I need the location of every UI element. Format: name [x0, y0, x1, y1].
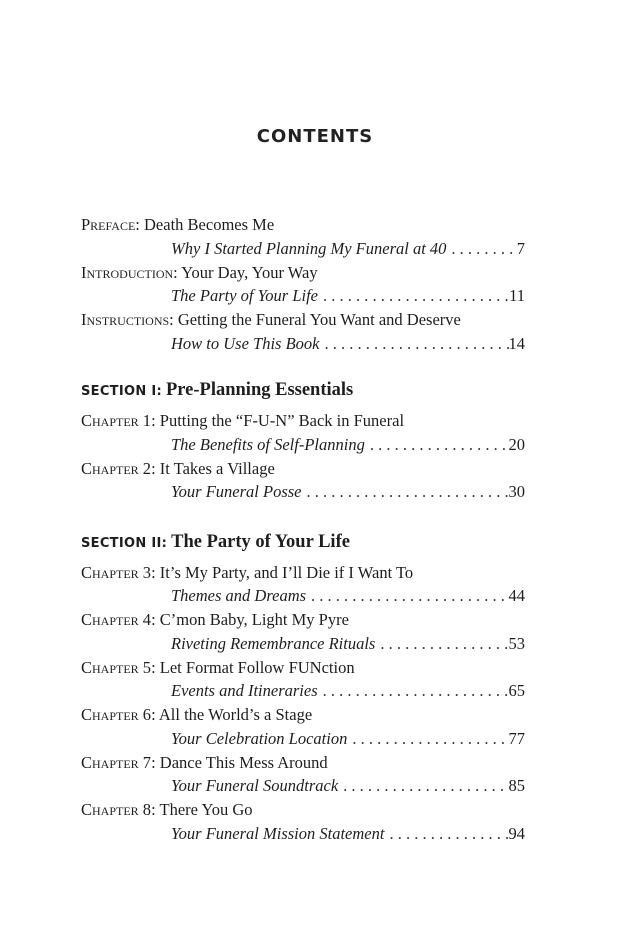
toc-entry-chapter: Chapter 5: Let Format Follow FUNction Events and Itineraries . . . 65 — [81, 656, 525, 703]
section-label: SECTION I: — [81, 384, 162, 399]
toc-entry-chapter: Chapter 2: It Takes a Village Your Funeral Posse . . . 30 — [81, 457, 525, 504]
entry-title: Your Day, Your Way — [181, 262, 318, 282]
entry-title: C’mon Baby, Light My Pyre — [159, 610, 349, 629]
dot-leader — [347, 727, 508, 751]
toc-entry-chapter: Chapter 8: There You Go Your Funeral Mission Statement . . . 94 — [81, 798, 525, 845]
toc-entry-chapter: Chapter 7: Dance This Mess Around Your Funeral Soundtrack . . . 85 — [81, 751, 525, 798]
dot-leader — [384, 822, 508, 846]
entry-title: Death Becomes Me — [144, 215, 275, 234]
dot-leader — [318, 284, 509, 308]
entry-subtitle: Your Funeral Mission Statement — [171, 823, 385, 843]
page-number: 20 — [508, 434, 525, 454]
section-title: Pre-Planning Essentials — [165, 380, 354, 400]
entry-label: Chapter 6 — [81, 705, 152, 724]
entry-subtitle: Riveting Remembrance Rituals — [171, 633, 376, 653]
page-number: 65 — [508, 681, 525, 700]
entry-label: Introduction — [81, 262, 174, 282]
toc-entry-chapter: Chapter 6: All the World’s a Stage Your Celebration Location . . . 77 — [81, 703, 525, 750]
toc-entry-instructions: Instructions: Getting the Funeral You Want and Deserve How to Use This Book . . . 14 — [81, 308, 525, 355]
page-number: 53 — [508, 633, 525, 653]
toc-entry-introduction: Introduction: Your Day, Your Way The Party of Your Life . . . 11 — [81, 261, 525, 308]
entry-label: Chapter 4 — [81, 610, 152, 629]
page-number: 85 — [508, 776, 525, 795]
table-of-contents — [81, 213, 525, 845]
dot-leader — [302, 480, 509, 504]
entry-title: Putting the “F-U-N” Back in Funeral — [159, 411, 405, 430]
entry-label: Preface — [81, 215, 136, 234]
entry-subtitle: Themes and Dreams — [171, 586, 307, 605]
entry-label: Chapter 7 — [81, 752, 152, 772]
entry-title: There You Go — [159, 800, 253, 819]
dot-leader — [338, 774, 508, 798]
page-number: 44 — [508, 586, 525, 605]
page-number: 30 — [508, 482, 525, 501]
entry-subtitle: The Benefits of Self-Planning — [171, 434, 365, 454]
entry-title: Getting the Funeral You Want and Deserve — [177, 310, 461, 329]
page-number: 11 — [509, 286, 525, 305]
section-heading — [81, 377, 525, 405]
entry-subtitle: The Party of Your Life — [171, 286, 318, 305]
section-heading — [81, 529, 525, 557]
page-number: 7 — [516, 238, 525, 258]
entry-title: Dance This Mess Around — [159, 752, 328, 772]
entry-title: It’s My Party, and I’ll Die if I Want To — [159, 562, 414, 582]
entry-subtitle: Events and Itineraries — [171, 681, 318, 700]
page-number: 94 — [508, 823, 525, 843]
dot-leader — [306, 584, 508, 608]
toc-entry-preface: Preface: Death Becomes Me Why I Started Planning My Funeral at 40 . . . 7 — [81, 213, 525, 260]
dot-leader — [446, 237, 516, 261]
section-title: The Party of Your Life — [171, 531, 350, 552]
page-title: CONTENTS — [256, 126, 374, 147]
entry-label: Chapter 1 — [81, 411, 152, 430]
entry-subtitle: Your Funeral Soundtrack — [171, 776, 339, 795]
entry-title: Let Format Follow FUNction — [159, 657, 355, 677]
entry-title: All the World’s a Stage — [158, 705, 313, 724]
page-number: 14 — [508, 333, 525, 353]
entry-label: Chapter 8 — [81, 800, 152, 819]
entry-subtitle: Your Funeral Posse — [171, 482, 302, 501]
entry-label: Instructions — [81, 310, 170, 329]
entry-title: It Takes a Village — [159, 458, 275, 478]
entry-label: Chapter 2 — [81, 458, 152, 478]
dot-leader — [318, 679, 509, 703]
toc-entry-chapter: Chapter 3: It’s My Party, and I’ll Die if I Want To Themes and Dreams . . . 44 — [81, 561, 525, 608]
entry-subtitle: Why I Started Planning My Funeral at 40 — [171, 238, 447, 258]
section-label: SECTION II: — [81, 535, 168, 551]
dot-leader — [320, 332, 509, 356]
dot-leader — [365, 433, 509, 457]
entry-subtitle: How to Use This Book — [171, 333, 320, 353]
entry-label: Chapter 3 — [81, 562, 152, 582]
entry-subtitle: Your Celebration Location — [171, 728, 348, 748]
dot-leader — [375, 632, 508, 656]
toc-entry-chapter: Chapter 4: C’mon Baby, Light My Pyre Riveting Remembrance Rituals . . . 53 — [81, 608, 525, 655]
page-number: 77 — [508, 728, 525, 748]
toc-entry-chapter: Chapter 1: Putting the “F-U-N” Back in Funeral The Benefits of Self-Planning . . . 20 — [81, 409, 525, 456]
entry-label: Chapter 5 — [81, 657, 152, 677]
